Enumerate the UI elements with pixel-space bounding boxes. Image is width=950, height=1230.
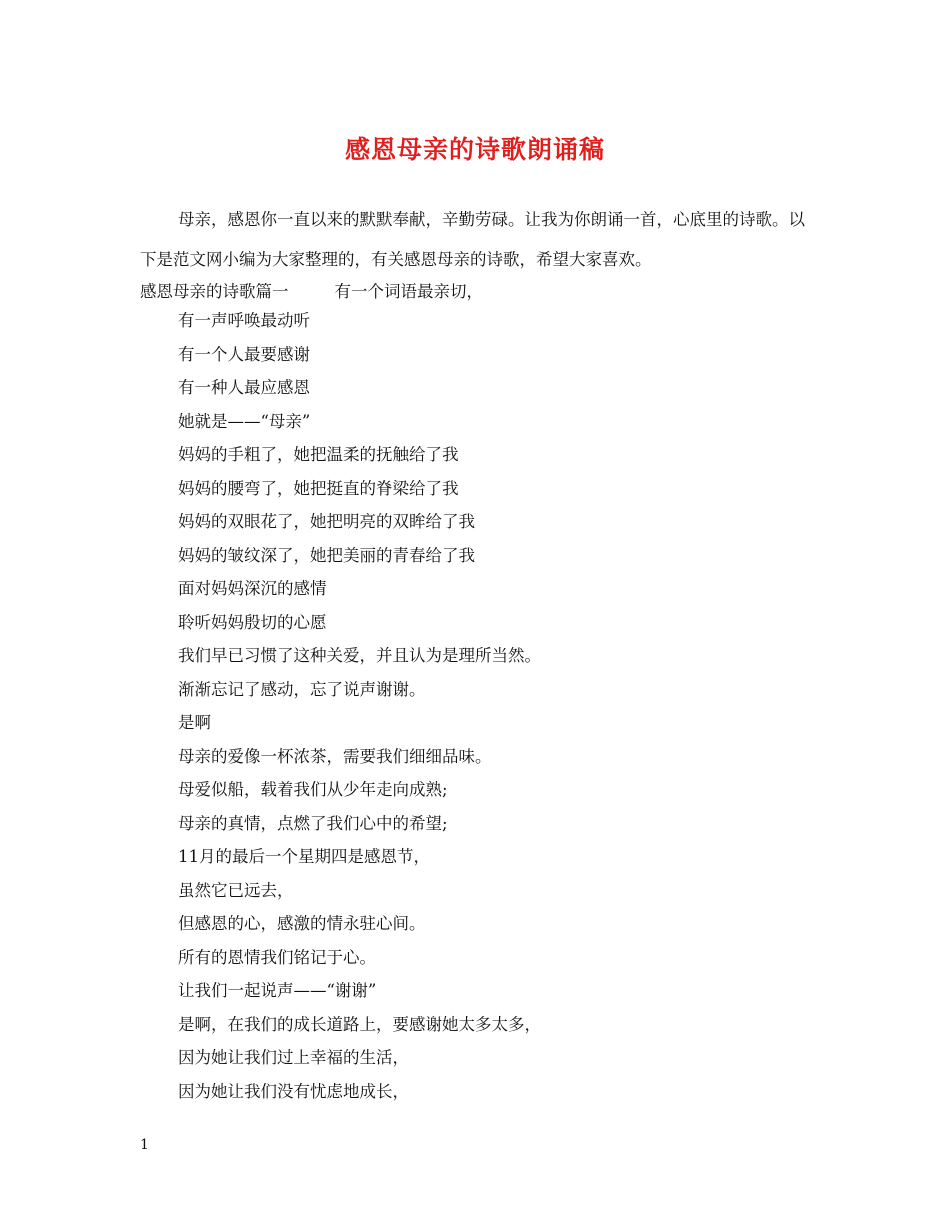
poem-line: 是啊，在我们的成长道路上，要感谢她太多太多， xyxy=(178,1014,541,1034)
poem-line: 妈妈的皱纹深了，她把美丽的青春给了我 xyxy=(178,545,475,565)
poem-line: 妈妈的双眼花了，她把明亮的双眸给了我 xyxy=(178,512,475,531)
poem-line: 11月的最后一个星期四是感恩节， xyxy=(178,847,430,866)
page-number: 1 xyxy=(140,1137,149,1153)
poem-line: 但感恩的心，感激的情永驻心间。 xyxy=(178,914,426,933)
poem-line: 母亲的真情，点燃了我们心中的希望; xyxy=(178,813,448,833)
poem-line: 有一个人最要感谢 xyxy=(178,344,310,364)
intro-paragraph: 母亲，感恩你一直以来的默默奉献，辛勤劳碌。让我为你朗诵一首，心底里的诗歌。以下是范文网小编为大家整理的，有关感恩母亲的诗歌，希望大家喜欢。 xyxy=(140,210,805,269)
poem-line: 虽然它已远去， xyxy=(178,880,294,900)
poem-line: 聆听妈妈殷切的心愿 xyxy=(178,612,327,632)
document-title: 感恩母亲的诗歌朗诵稿 xyxy=(344,135,605,164)
poem-line: 我们早已习惯了这种关爱，并且认为是理所当然。 xyxy=(178,646,541,665)
poem-line: 所有的恩情我们铭记于心。 xyxy=(178,947,376,967)
document-body xyxy=(140,200,820,1108)
poem-line: 母亲的爱像一杯浓茶，需要我们细细品味。 xyxy=(178,746,492,766)
poem-lines xyxy=(140,304,820,1108)
poem-line: 母爱似船，载着我们从少年走向成熟; xyxy=(178,780,448,799)
section-heading: 感恩母亲的诗歌篇一 xyxy=(140,282,289,301)
poem-line: 渐渐忘记了感动，忘了说声谢谢。 xyxy=(178,679,426,699)
poem-line: 是啊 xyxy=(178,713,211,732)
poem-line: 因为她让我们没有忧虑地成长， xyxy=(178,1081,409,1101)
poem-line: 妈妈的手粗了，她把温柔的抚触给了我 xyxy=(178,445,459,464)
poem-line: 因为她让我们过上幸福的生活， xyxy=(178,1048,409,1067)
poem-line: 让我们一起说声——“谢谢” xyxy=(178,981,377,1000)
poem-line: 妈妈的腰弯了，她把挺直的脊梁给了我 xyxy=(178,478,459,498)
poem-line: 有一声呼唤最动听 xyxy=(178,311,310,330)
section-heading-line xyxy=(140,280,820,304)
poem-first-line: 有一个词语最亲切， xyxy=(334,282,483,301)
poem-line: 有一种人最应感恩 xyxy=(178,378,310,397)
poem-line: 她就是——“母亲” xyxy=(178,411,311,431)
poem-line: 面对妈妈深沉的感情 xyxy=(178,579,327,598)
